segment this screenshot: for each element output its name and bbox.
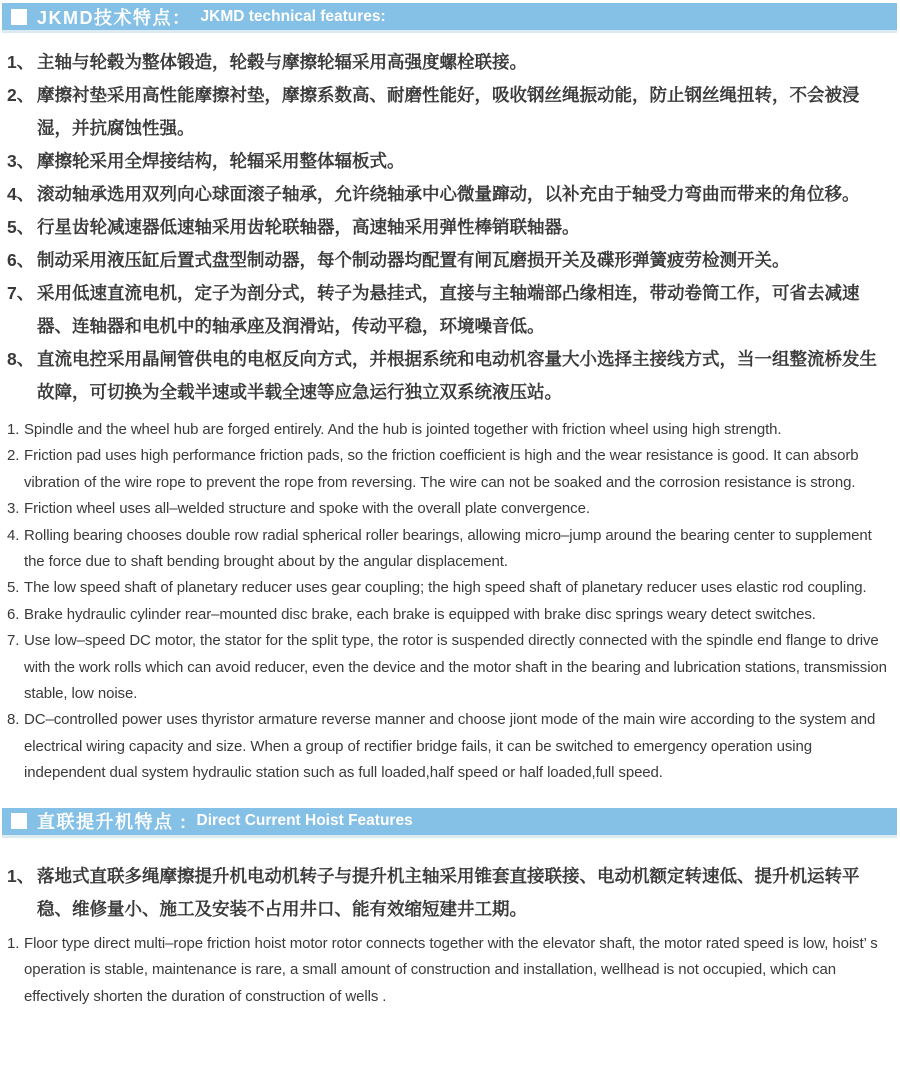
feature-item-en: [7, 575, 892, 601]
feature-item-zh: [7, 178, 892, 211]
item-number: 8、: [7, 349, 35, 369]
item-number: 5、: [7, 217, 35, 237]
feature-item-en: [7, 523, 892, 576]
item-text: 主轴与轮毂为整体锻造，轮毂与摩擦轮辐采用高强度螺栓联接。: [37, 52, 527, 72]
feature-item-en: [7, 931, 892, 1010]
item-text: 摩擦衬垫采用高性能摩擦衬垫，摩擦系数高、耐磨性能好，吸收钢丝绳振动能，防止钢丝绳扭转，不会被浸湿，并抗腐蚀性强。: [37, 85, 860, 138]
item-number: 6、: [7, 250, 35, 270]
feature-item-en: [7, 707, 892, 786]
item-number: 1、: [7, 52, 35, 72]
item-number: 3.: [7, 500, 20, 518]
item-number: 6.: [7, 605, 20, 623]
feature-item-zh: [7, 145, 892, 178]
feature-item-zh: [7, 277, 892, 343]
item-text: 落地式直联多绳摩擦提升机电动机转子与提升机主轴采用锥套直接联接、电动机额定转速低、提升机运转平稳、维修量小、施工及安装不占用井口、能有效缩短建井工期。: [37, 865, 860, 919]
section-title-zh: JKMD技术特点：: [37, 7, 192, 28]
item-text: 滚动轴承选用双列向心球面滚子轴承，允许绕轴承中心微量蹿动，以补充由于轴受力弯曲而带来的角位移。: [37, 184, 860, 204]
item-text: DC–controlled power uses thyristor armature reverse manner and choose jiont mode of the main wire according to the system and electrical wiring capacity and size. When a group of rectifier bridge fails, it can be switched to emergency operation using independent dual system hydraulic station such as full loaded,half speed or half loaded,full speed.: [24, 711, 876, 782]
item-number: 1.: [7, 421, 20, 438]
square-bullet-icon: [11, 9, 27, 25]
feature-item-en: [7, 496, 892, 522]
section-header-direct-hoist-features: [2, 808, 897, 838]
feature-item-zh: [7, 46, 892, 79]
item-number: 2、: [7, 85, 35, 105]
jkmd-features-list-en: [0, 417, 900, 787]
feature-item-zh: [7, 860, 892, 926]
item-number: 7、: [7, 283, 35, 303]
section-title-zh: 直联提升机特点 :: [37, 812, 188, 833]
section-header-jkmd-features: [2, 3, 897, 33]
item-text: Use low–speed DC motor, the stator for the split type, the rotor is suspended directly connected with the spindle end flange to drive with the work rolls which can avoid reducer, even the device and the motor shaft in the bearing and lubrication stations, transmission stable, low noise.: [24, 632, 887, 703]
item-text: 制动采用液压缸后置式盘型制动器，每个制动器均配置有闸瓦磨损开关及碟形弹簧疲劳检测开关。: [37, 250, 790, 270]
hoist-features-list-en: [0, 931, 900, 1010]
feature-item-en: [7, 443, 892, 496]
item-number: 3、: [7, 151, 35, 171]
item-number: 4、: [7, 184, 35, 204]
item-text: 行星齿轮减速器低速轴采用齿轮联轴器，高速轴采用弹性棒销联轴器。: [37, 217, 580, 237]
item-number: 1.: [7, 934, 20, 952]
item-text: Spindle and the wheel hub are forged entirely. And the hub is jointed together with friction wheel using high strength.: [24, 421, 782, 438]
item-number: 1、: [7, 865, 35, 886]
jkmd-features-list-zh: [0, 46, 900, 409]
feature-item-zh: [7, 343, 892, 409]
section-title-en: JKMD technical features:: [200, 7, 386, 25]
item-text: Friction wheel uses all–welded structure and spoke with the overall plate convergence.: [24, 500, 590, 518]
item-number: 4.: [7, 526, 20, 544]
document-page: [0, 3, 900, 1066]
item-text: 摩擦轮采用全焊接结构，轮辐采用整体辐板式。: [37, 151, 405, 171]
item-text: Rolling bearing chooses double row radial spherical roller bearings, allowing micro–jump around the bearing center to supplement the force due to shaft bending brought about by the angular displacement.: [24, 526, 872, 571]
feature-item-zh: [7, 244, 892, 277]
feature-item-en: [7, 628, 892, 707]
item-text: 采用低速直流电机，定子为剖分式，转子为悬挂式，直接与主轴端部凸缘相连，带动卷筒工作，可省去减速器、连轴器和电机中的轴承座及润滑站，传动平稳，环境噪音低。: [37, 283, 860, 336]
item-text: Floor type direct multi–rope friction hoist motor rotor connects together with the elevator shaft, the motor rated speed is low, hoist’ s operation is stable, maintenance is rare, a small amount of construction and installation, wellhead is not occupied, which can effectively shorten the duration of construction of wells .: [24, 934, 878, 1005]
square-bullet-icon: [11, 813, 27, 829]
section-title-en: Direct Current Hoist Features: [196, 812, 413, 830]
item-number: 8.: [7, 711, 20, 729]
feature-item-en: [7, 602, 892, 628]
item-text: Brake hydraulic cylinder rear–mounted disc brake, each brake is equipped with brake disc springs weary detect switches.: [24, 605, 816, 623]
feature-item-zh: [7, 211, 892, 244]
item-text: 直流电控采用晶闸管供电的电枢反向方式，并根据系统和电动机容量大小选择主接线方式，当一组整流桥发生故障，可切换为全载半速或半载全速等应急运行独立双系统液压站。: [37, 349, 877, 402]
feature-item-zh: [7, 79, 892, 145]
item-number: 5.: [7, 579, 20, 597]
item-text: Friction pad uses high performance friction pads, so the friction coefficient is high and the wear resistance is good. It can absorb vibration of the wire rope to prevent the rope from reversing. The wire can not be soaked and the corrosion resistance is strong.: [24, 447, 859, 491]
item-number: 7.: [7, 632, 20, 650]
item-text: The low speed shaft of planetary reducer uses gear coupling; the high speed shaft of planetary reducer uses elastic rod coupling.: [24, 579, 867, 597]
feature-item-en: [7, 417, 892, 443]
hoist-features-list-zh: [0, 860, 900, 926]
item-number: 2.: [7, 447, 20, 465]
